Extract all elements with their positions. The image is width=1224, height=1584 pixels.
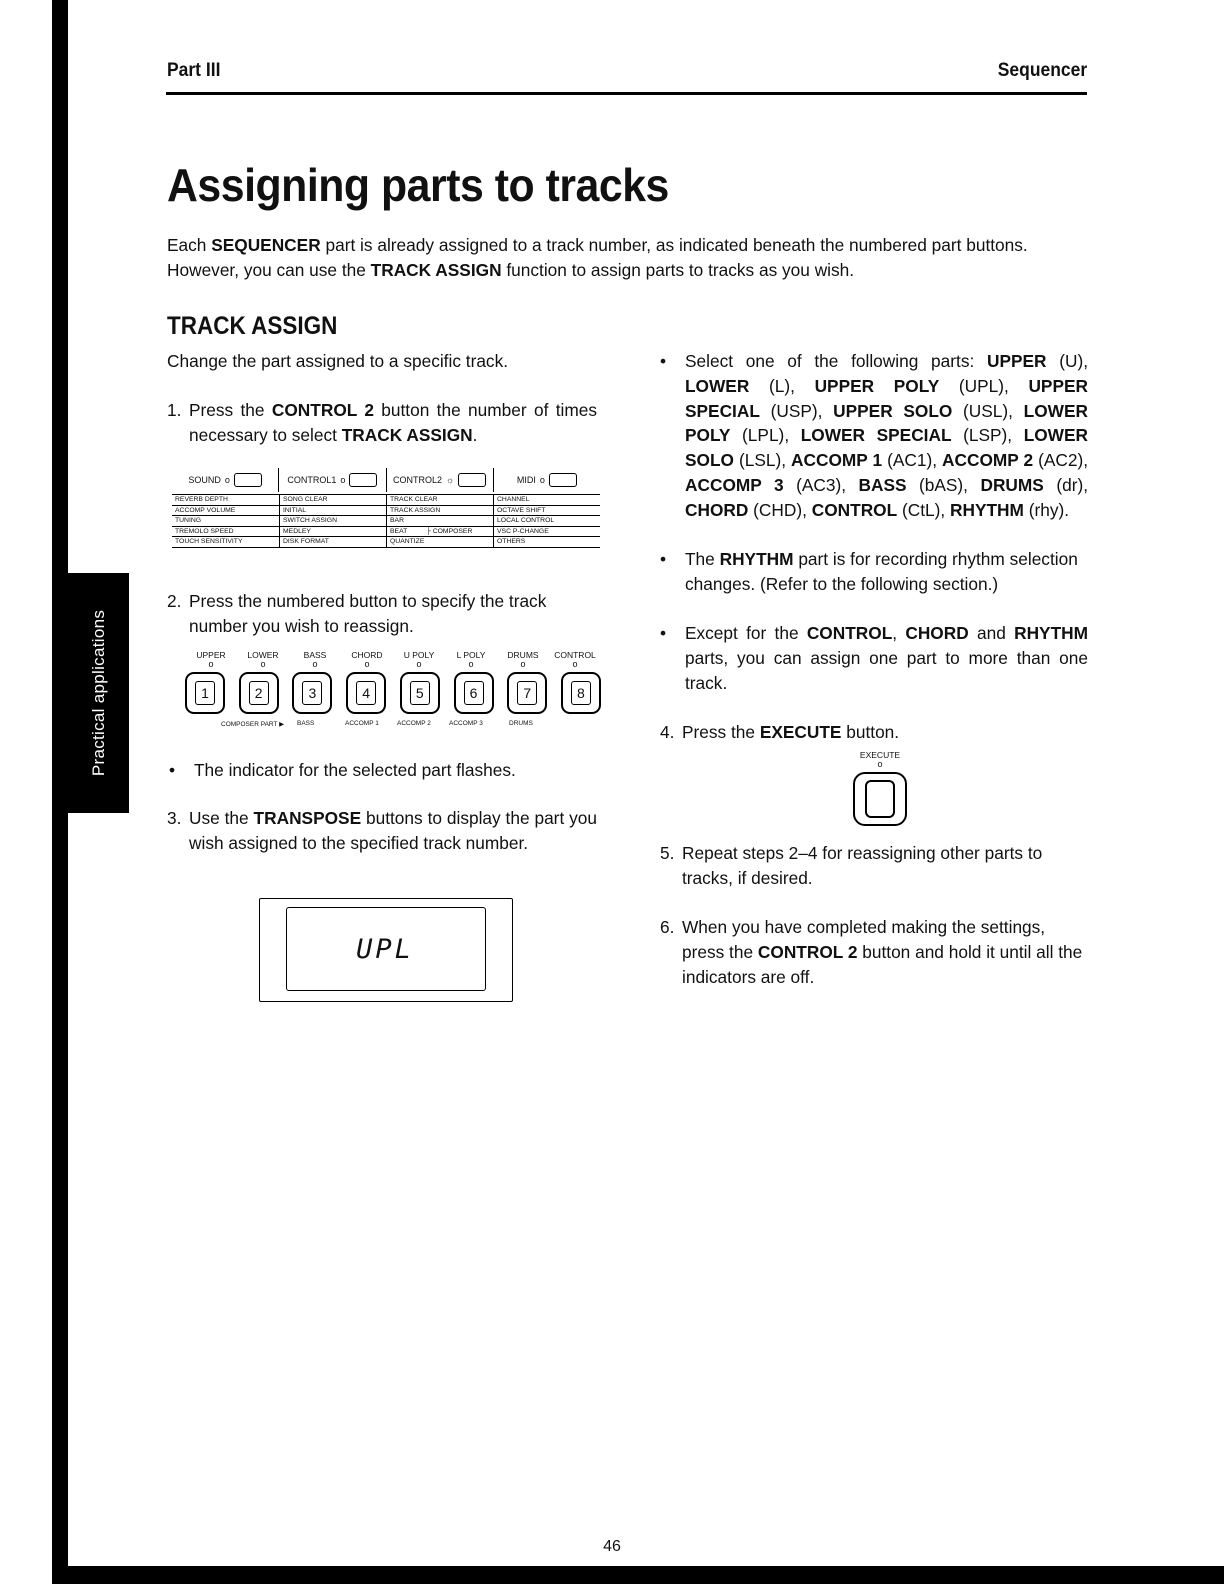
part-label: BASS: [303, 650, 327, 660]
page-number: 46: [603, 1538, 621, 1555]
part-label: CONTROL: [554, 650, 596, 660]
panel-cell: BEAT ├ COMPOSER: [386, 526, 493, 537]
panel-cell: MEDLEY: [279, 526, 386, 537]
sound-group: SOUND o: [172, 468, 278, 492]
panel-cell: BAR: [386, 515, 493, 526]
control2-button: [458, 473, 486, 487]
bullet-indicator: • The indicator for the selected part flashes.: [169, 760, 516, 780]
panel-cell: TRACK ASSIGN: [386, 505, 493, 516]
control1-group: CONTROL1 o: [278, 468, 385, 492]
panel-cell: TREMOLO SPEED: [172, 526, 279, 537]
part-button-1: 1: [185, 672, 225, 714]
control1-button: [349, 473, 377, 487]
header-part: Part III: [167, 60, 221, 81]
part-label: LOWER: [247, 650, 279, 660]
panel-cell: LOCAL CONTROL: [493, 515, 600, 526]
side-tab-label: Practical applications: [88, 609, 108, 777]
panel-cell: CHANNEL: [493, 494, 600, 505]
execute-button-diagram: EXECUTE o: [848, 750, 912, 826]
control2-group: CONTROL2 ☼: [386, 468, 493, 492]
header-section: Sequencer: [997, 60, 1087, 81]
part-button-7: 7: [507, 672, 547, 714]
panel-cell: QUANTIZE: [386, 536, 493, 548]
part-button-4: 4: [346, 672, 386, 714]
step-1: 1. Press the CONTROL 2 button the number of times necessary to select TRACK ASSIGN.: [167, 400, 597, 445]
step-4: 4. Press the EXECUTE button.: [660, 722, 900, 742]
step-6: 6. When you have completed making the settings, press the CONTROL 2 button and hold it until all the indicators are off.: [660, 917, 1083, 987]
header-rule: [166, 92, 1087, 95]
panel-cell: DISK FORMAT: [279, 536, 386, 548]
part-button-6: 6: [454, 672, 494, 714]
panel-cell: TOUCH SENSITIVITY: [172, 536, 279, 548]
part-button-2: 2: [239, 672, 279, 714]
section-heading: TRACK ASSIGN: [167, 312, 338, 340]
part-button-5: 5: [400, 672, 440, 714]
panel-cell: ACCOMP VOLUME: [172, 505, 279, 516]
sound-button: [234, 473, 262, 487]
lcd-text: UPL: [356, 934, 414, 965]
midi-button: [549, 473, 577, 487]
part-button-8: 8: [561, 672, 601, 714]
part-label: U POLY: [403, 650, 435, 660]
bullet-except: • Except for the CONTROL, CHORD and RHYTHM parts, you can assign one part to more than one track.: [660, 623, 1089, 693]
part-label: DRUMS: [507, 650, 539, 660]
step-5: 5. Repeat steps 2–4 for reassigning other parts to tracks, if desired.: [660, 843, 1043, 888]
part-button-3: 3: [292, 672, 332, 714]
step-2: 2. Press the numbered button to specify the track number you wish to reassign.: [167, 591, 547, 636]
panel-cell: TRACK CLEAR: [386, 494, 493, 505]
page-edge-left: [52, 0, 68, 1584]
left-lead-block: [167, 349, 597, 374]
side-tab: [68, 573, 129, 813]
lead-text: Change the part assigned to a specific track.: [167, 351, 509, 371]
execute-label: EXECUTE: [859, 750, 901, 760]
panel-cell: OCTAVE SHIFT: [493, 505, 600, 516]
midi-group: MIDI o: [493, 468, 600, 492]
numbered-part-buttons: UPPER LOWER BASS CHORD U POLY L POLY DRUMS CONTROL o o o o o o o o 1 2 3 4 5 6 7 8 COMPOSER PART ▶ BASS ACCOMP 1 ACCOMP 2 ACCOMP 3 DRUMS: [185, 650, 601, 728]
composer-part-row: COMPOSER PART ▶ BASS ACCOMP 1 ACCOMP 2 ACCOMP 3 DRUMS: [221, 720, 533, 728]
panel-cell: VSC P-CHANGE: [493, 526, 600, 537]
panel-cell: SONG CLEAR: [279, 494, 386, 505]
page-title: Assigning parts to tracks: [167, 159, 669, 211]
panel-cell: INITIAL: [279, 505, 386, 516]
panel-cell: TUNING: [172, 515, 279, 526]
part-label: L POLY: [456, 650, 486, 660]
intro-paragraph: Each SEQUENCER part is already assigned to a track number, as indicated beneath the numbered part buttons. However, you can use the TRACK ASSIGN function to assign parts to tracks as you wish.: [167, 235, 1028, 280]
bullet-rhythm: • The RHYTHM part is for recording rhythm selection changes. (Refer to the following section.): [660, 549, 1078, 594]
panel-cell: OTHERS: [493, 536, 600, 548]
panel-cell: REVERB DEPTH: [172, 494, 279, 505]
part-label: CHORD: [351, 650, 383, 660]
control-panel-diagram: [172, 466, 600, 548]
panel-cell: SWITCH ASSIGN: [279, 515, 386, 526]
step-3: 3. Use the TRANSPOSE buttons to display the part you wish assigned to the specified track number.: [167, 808, 597, 853]
execute-button: [853, 772, 907, 826]
page-edge-bottom: [52, 1566, 1224, 1584]
panel-function-grid: [172, 494, 600, 548]
bullet-select-parts: • Select one of the following parts: UPPER (U), LOWER (L), UPPER POLY (UPL), UPPER SPECIAL (USP), UPPER SOLO (USL), LOWER POLY (LPL), LOWER SPECIAL (LSP), LOWER SOLO (LSL), ACCOMP 1 (AC1), ACCOMP 2 (AC2), ACCOMP 3 (AC3), BASS (bAS), DRUMS (dr), CHORD (CHD), CONTROL (CtL), RHYTHM (rhy).: [660, 351, 1089, 520]
part-label: UPPER: [196, 650, 226, 660]
